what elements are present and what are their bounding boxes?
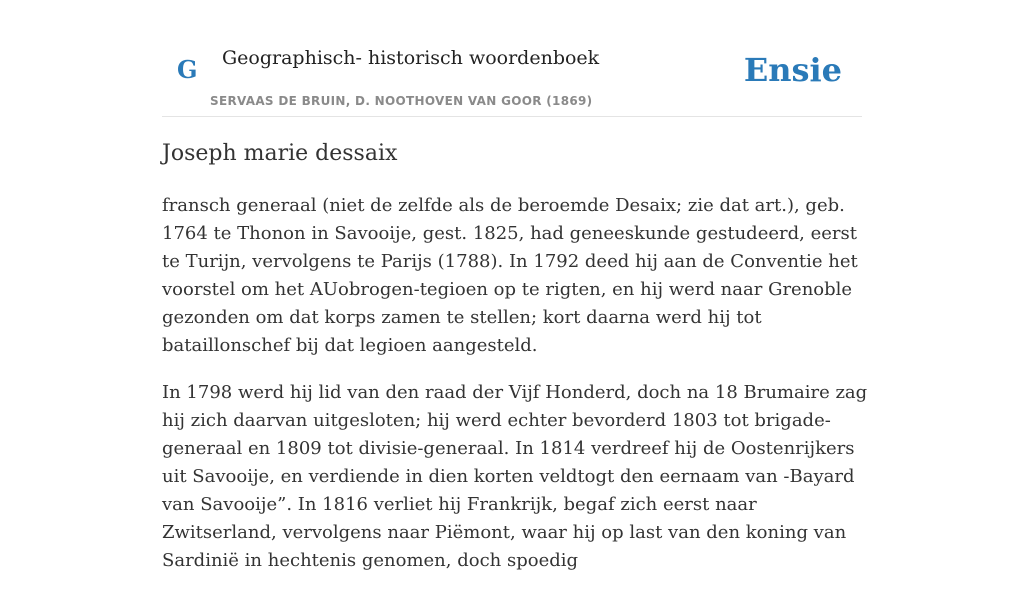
entry-content: [162, 192, 874, 594]
ensie-logo[interactable]: Ensie: [743, 51, 842, 89]
entry-paragraph: fransch generaal (niet de zelfde als de beroemde Desaix; zie dat art.), geb. 1764 te Thonon in Savooije, gest. 1825, had geneeskunde gestudeerd, eerst te Turijn, vervolgens te Parijs (1788). In 1792 deed hij aan de Conventie het voorstel om het AUobrogen-tegioen op te rigten, en hij werd naar Grenoble gezonden om dat korps zamen te stellen; kort daarna werd hij tot bataillonschef bij dat legioen aangesteld.: [162, 195, 858, 356]
entry-title: Joseph marie dessaix: [162, 141, 398, 166]
book-title[interactable]: Geographisch- historisch woordenboek: [222, 47, 600, 69]
entry-paragraph: In 1798 werd hij lid van den raad der Vijf Honderd, doch na 18 Brumaire zag hij zich daarvan uitgesloten; hij werd echter bevorderd 1803 tot brigade-generaal en 1809 tot divisie-generaal. In 1814 verdreef hij de Oostenrijkers uit Savooije, en verdiende in dien korten veldtogt den eernaam van -Bayard van Savooije”. In 1816 verliet hij Frankrijk, begaf zich eerst naar Zwitserland, vervolgens naar Piëmont, waar hij op last van den koning van Sardinië in hechtenis genomen, doch spoedig: [162, 382, 868, 571]
book-logo-icon[interactable]: G: [177, 55, 198, 84]
book-authors: SERVAAS DE BRUIN, D. NOOTHOVEN VAN GOOR (1869): [210, 94, 593, 108]
header: [162, 0, 862, 117]
